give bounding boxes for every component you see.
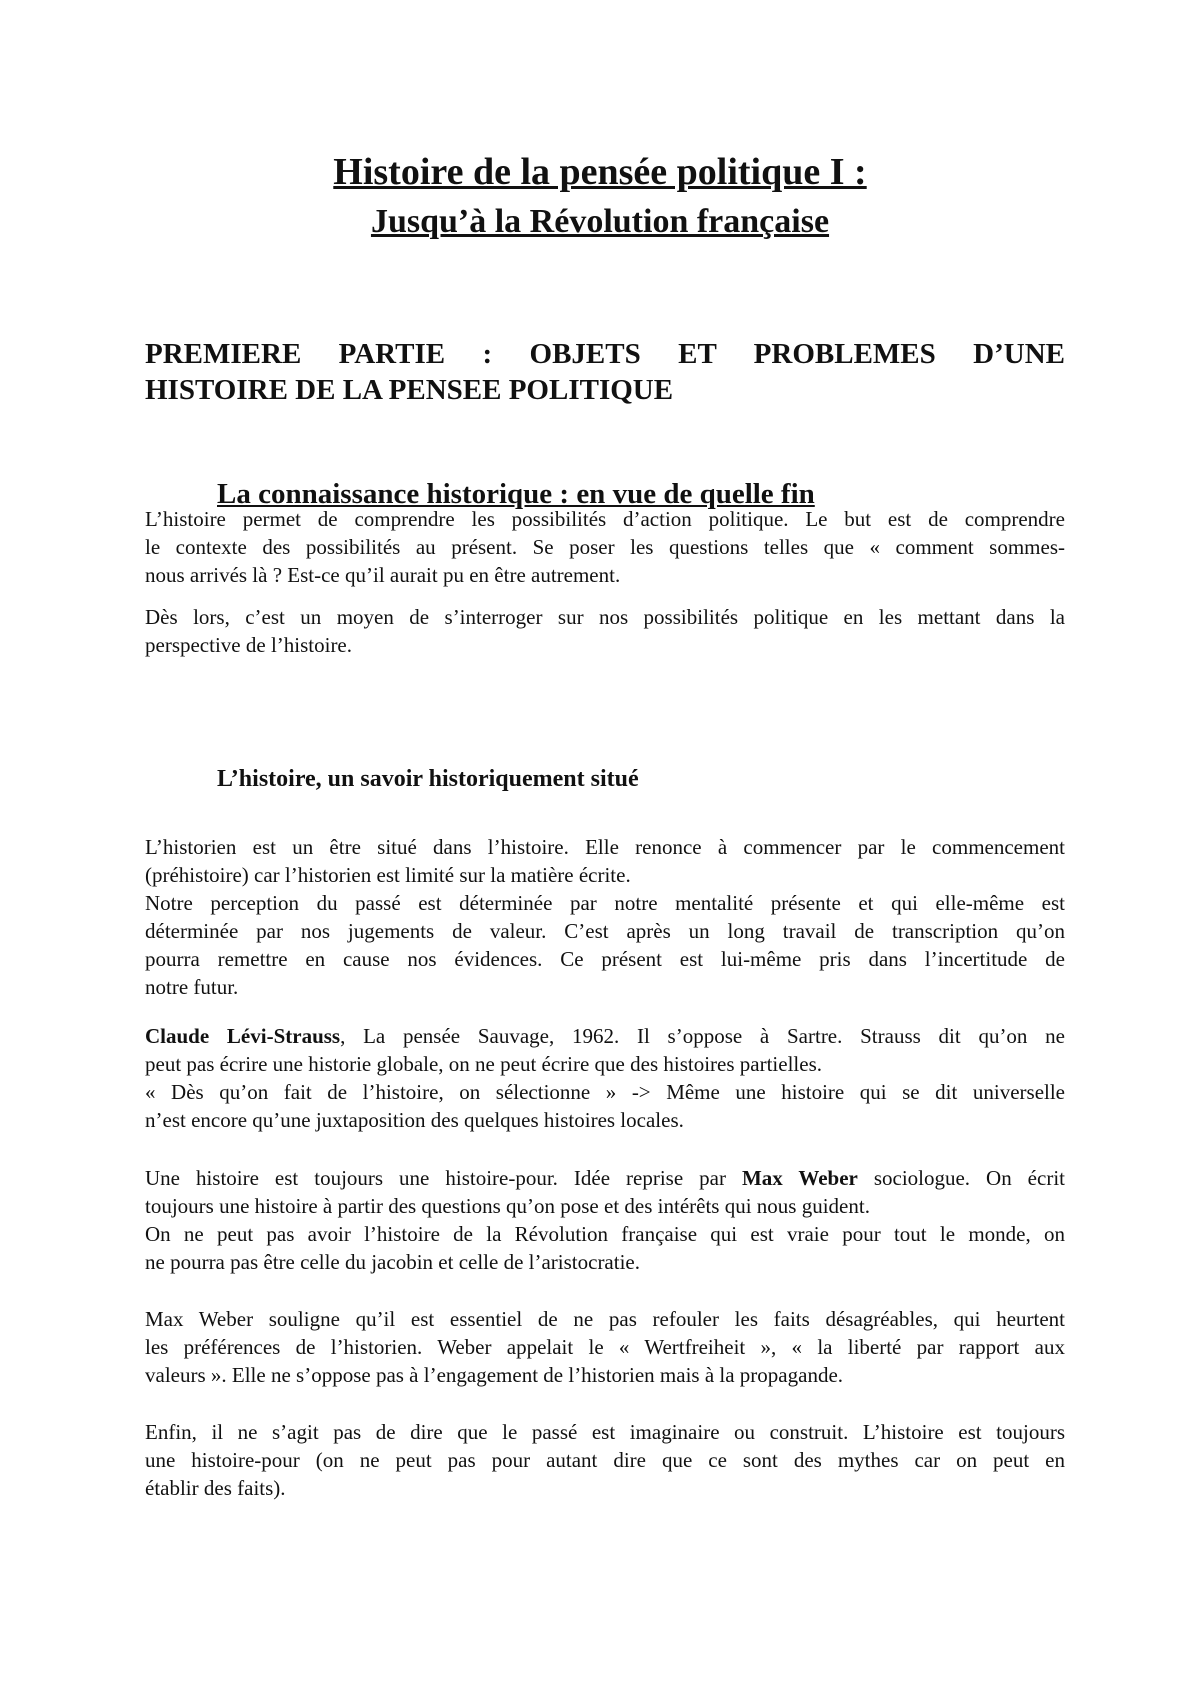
paragraph-line	[145, 1164, 1065, 1192]
paragraph-line: le contexte des possibilités au présent. Se poser les questions telles que « comment sommes-	[145, 535, 1065, 559]
paragraph-5	[145, 1164, 1065, 1276]
paragraph-line: nous arrivés là ? Est-ce qu’il aurait pu en être autrement.	[145, 563, 621, 587]
paragraph-1	[145, 505, 1065, 589]
paragraph-line: déterminée par nos jugements de valeur. C’est après un long travail de transcription qu’on	[145, 919, 1065, 943]
paragraph-line: L’historien est un être situé dans l’histoire. Elle renonce à commencer par le commencement	[145, 835, 1065, 859]
paragraph-line: n’est encore qu’une juxtaposition des quelques histoires locales.	[145, 1108, 684, 1132]
paragraph-line: les préférences de l’historien. Weber appelait le « Wertfreiheit », « la liberté par rapport aux	[145, 1335, 1065, 1359]
paragraph-3	[145, 833, 1065, 1001]
paragraph-text: sociologue. On écrit	[857, 1166, 1065, 1190]
paragraph-line: Max Weber souligne qu’il est essentiel de ne pas refouler les faits désagréables, qui heurtent	[145, 1307, 1065, 1331]
paragraph-text: Une histoire est toujours une histoire-pour. Idée reprise par	[145, 1166, 742, 1190]
paragraph-line: On ne peut pas avoir l’histoire de la Révolution française qui est vraie pour tout le monde, on	[145, 1222, 1065, 1246]
paragraph-line: valeurs ». Elle ne s’oppose pas à l’engagement de l’historien mais à la propagande.	[145, 1363, 844, 1387]
paragraph-line: perspective de l’histoire.	[145, 633, 353, 657]
paragraph-2	[145, 603, 1065, 659]
paragraph-line: Notre perception du passé est déterminée par notre mentalité présente et qui elle-même est	[145, 891, 1065, 915]
paragraph-line: pourra remettre en cause nos évidences. Ce présent est lui-même pris dans l’incertitude de	[145, 947, 1065, 971]
part-heading-line-2: HISTOIRE DE LA PENSEE POLITIQUE	[145, 374, 674, 406]
paragraph-line: « Dès qu’on fait de l’histoire, on sélectionne » -> Même une histoire qui se dit universelle	[145, 1080, 1065, 1104]
paragraph-line	[145, 1022, 1065, 1050]
paragraph-4	[145, 1022, 1065, 1134]
document-title: Histoire de la pensée politique I :	[333, 151, 867, 193]
paragraph-line: toujours une histoire à partir des questions qu’on pose et des intérêts qui nous guident.	[145, 1194, 870, 1218]
section-heading-situated-knowledge: L’histoire, un savoir historiquement situé	[217, 766, 639, 792]
document-subtitle: Jusqu’à la Révolution française	[370, 203, 830, 240]
author-name-max-weber: Max Weber	[741, 1166, 858, 1190]
paragraph-7	[145, 1418, 1065, 1502]
paragraph-line: une histoire-pour (on ne peut pas pour autant dire que ce sont des mythes car on peut en	[145, 1448, 1065, 1472]
paragraph-line: Enfin, il ne s’agit pas de dire que le passé est imaginaire ou construit. L’histoire est toujours	[145, 1420, 1065, 1444]
paragraph-line: (préhistoire) car l’historien est limité sur la matière écrite.	[145, 863, 631, 887]
paragraph-line: ne pourra pas être celle du jacobin et celle de l’aristocratie.	[145, 1250, 640, 1274]
paragraph-line: L’histoire permet de comprendre les possibilités d’action politique. Le but est de comprendre	[145, 507, 1065, 531]
paragraph-text: , La pensée Sauvage, 1962. Il s’oppose à Sartre. Strauss dit qu’on ne	[340, 1024, 1065, 1048]
paragraph-line: notre futur.	[145, 975, 239, 999]
paragraph-6	[145, 1305, 1065, 1389]
paragraph-line: peut pas écrire une historie globale, on ne peut écrire que des histoires partielles.	[145, 1052, 823, 1076]
paragraph-line: Dès lors, c’est un moyen de s’interroger sur nos possibilités politique en les mettant dans la	[145, 605, 1065, 629]
author-name-levi-strauss: Claude Lévi-Strauss	[145, 1024, 341, 1048]
part-heading-line-1: PREMIERE PARTIE : OBJETS ET PROBLEMES D’UNE	[145, 338, 1065, 370]
section-heading-historical-knowledge: La connaissance historique : en vue de quelle fin	[217, 478, 815, 510]
paragraph-line: établir des faits).	[145, 1476, 286, 1500]
